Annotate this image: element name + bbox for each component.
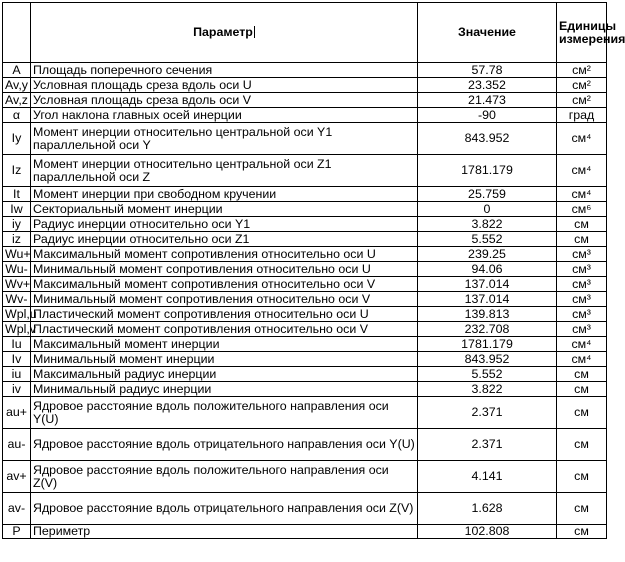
value-cell[interactable]: 94.06 — [418, 262, 557, 277]
text-cursor — [254, 26, 255, 38]
table-row — [3, 525, 607, 539]
unit-cell[interactable]: см⁴ — [557, 337, 607, 352]
table-row — [3, 232, 607, 247]
symbol-cell[interactable]: Iu — [3, 337, 31, 352]
symbol-cell[interactable]: Av,z — [3, 93, 31, 108]
parameter-cell[interactable]: Минимальный радиус инерции — [31, 382, 418, 397]
unit-cell[interactable]: см⁴ — [557, 187, 607, 202]
symbol-cell[interactable]: av- — [3, 493, 31, 525]
unit-cell[interactable]: см³ — [557, 322, 607, 337]
value-cell[interactable]: 25.759 — [418, 187, 557, 202]
unit-cell[interactable]: см⁶ — [557, 202, 607, 217]
unit-column-header[interactable]: Единицы измерения — [557, 3, 607, 63]
parameter-cell[interactable]: Пластический момент сопротивления относительно оси U — [31, 307, 418, 322]
table-row — [3, 292, 607, 307]
symbol-cell[interactable]: au- — [3, 429, 31, 461]
table-row — [3, 155, 607, 187]
symbol-cell[interactable]: iy — [3, 217, 31, 232]
parameter-cell[interactable]: Периметр — [31, 525, 418, 539]
value-cell[interactable]: 2.371 — [418, 429, 557, 461]
table-row — [3, 202, 607, 217]
symbol-cell[interactable]: Wv- — [3, 292, 31, 307]
unit-cell[interactable]: см² — [557, 63, 607, 78]
parameter-cell[interactable]: Максимальный момент сопротивления относительно оси U — [31, 247, 418, 262]
parameter-cell[interactable]: Минимальный момент сопротивления относительно оси V — [31, 292, 418, 307]
symbol-cell[interactable]: au+ — [3, 397, 31, 429]
unit-cell[interactable]: см — [557, 217, 607, 232]
symbol-cell[interactable]: Wu+ — [3, 247, 31, 262]
table-row — [3, 217, 607, 232]
value-cell[interactable]: 4.141 — [418, 461, 557, 493]
symbol-cell[interactable]: P — [3, 525, 31, 539]
unit-cell[interactable]: см² — [557, 93, 607, 108]
value-cell[interactable]: -90 — [418, 108, 557, 123]
symbol-cell[interactable]: iv — [3, 382, 31, 397]
symbol-cell[interactable]: iu — [3, 367, 31, 382]
value-cell[interactable]: 843.952 — [418, 123, 557, 155]
parameter-cell[interactable]: Ядровое расстояние вдоль отрицательного направления оси Y(U) — [31, 429, 418, 461]
parameter-cell[interactable]: Ядровое расстояние вдоль положительного направления оси Y(U) — [31, 397, 418, 429]
table-row — [3, 382, 607, 397]
value-cell[interactable]: 232.708 — [418, 322, 557, 337]
symbol-cell[interactable]: Wpl,u — [3, 307, 31, 322]
unit-cell[interactable]: см — [557, 429, 607, 461]
table-row — [3, 277, 607, 292]
unit-cell[interactable]: см⁴ — [557, 123, 607, 155]
parameter-cell[interactable]: Минимальный момент инерции — [31, 352, 418, 367]
value-cell[interactable]: 21.473 — [418, 93, 557, 108]
value-cell[interactable]: 843.952 — [418, 352, 557, 367]
value-cell[interactable]: 0 — [418, 202, 557, 217]
parameter-cell[interactable]: Ядровое расстояние вдоль отрицательного направления оси Z(V) — [31, 493, 418, 525]
symbol-cell[interactable]: iz — [3, 232, 31, 247]
value-cell[interactable]: 57.78 — [418, 63, 557, 78]
parameter-column-header[interactable] — [31, 3, 418, 63]
table-row — [3, 187, 607, 202]
unit-cell[interactable]: см — [557, 525, 607, 539]
value-cell[interactable]: 137.014 — [418, 292, 557, 307]
symbol-cell[interactable]: Wu- — [3, 262, 31, 277]
parameter-cell[interactable]: Минимальный момент сопротивления относительно оси U — [31, 262, 418, 277]
symbol-cell[interactable]: It — [3, 187, 31, 202]
unit-cell[interactable]: см³ — [557, 262, 607, 277]
table-row — [3, 352, 607, 367]
table-row — [3, 429, 607, 461]
parameter-cell[interactable]: Максимальный момент инерции — [31, 337, 418, 352]
unit-cell[interactable]: см — [557, 461, 607, 493]
table-row — [3, 93, 607, 108]
unit-cell[interactable]: см² — [557, 78, 607, 93]
table-row — [3, 397, 607, 429]
value-cell[interactable]: 2.371 — [418, 397, 557, 429]
value-cell[interactable]: 3.822 — [418, 217, 557, 232]
unit-cell[interactable]: см — [557, 382, 607, 397]
unit-cell[interactable]: см³ — [557, 277, 607, 292]
value-cell[interactable]: 1.628 — [418, 493, 557, 525]
table-row — [3, 493, 607, 525]
value-cell[interactable]: 3.822 — [418, 382, 557, 397]
unit-cell[interactable]: см — [557, 232, 607, 247]
table-row — [3, 78, 607, 93]
unit-cell[interactable]: см³ — [557, 292, 607, 307]
value-cell[interactable]: 139.813 — [418, 307, 557, 322]
parameter-cell[interactable]: Площадь поперечного сечения — [31, 63, 418, 78]
parameter-cell[interactable]: Секториальный момент инерции — [31, 202, 418, 217]
value-cell[interactable]: 1781.179 — [418, 337, 557, 352]
table-row — [3, 337, 607, 352]
unit-cell[interactable]: см — [557, 367, 607, 382]
parameter-cell[interactable]: Радиус инерции относительно оси Z1 — [31, 232, 418, 247]
table-header-row — [3, 3, 607, 63]
table-row — [3, 461, 607, 493]
parameter-cell[interactable]: Пластический момент сопротивления относительно оси V — [31, 322, 418, 337]
unit-cell[interactable]: град — [557, 108, 607, 123]
table-row — [3, 63, 607, 78]
value-cell[interactable]: 5.552 — [418, 232, 557, 247]
value-column-header[interactable]: Значение — [418, 3, 557, 63]
symbol-cell[interactable]: α — [3, 108, 31, 123]
unit-cell[interactable]: см⁴ — [557, 352, 607, 367]
table-row — [3, 367, 607, 382]
value-cell[interactable]: 137.014 — [418, 277, 557, 292]
parameter-cell[interactable]: Радиус инерции относительно оси Y1 — [31, 217, 418, 232]
table-row — [3, 123, 607, 155]
parameter-header-label: Параметр — [193, 25, 253, 39]
parameter-cell[interactable]: Максимальный радиус инерции — [31, 367, 418, 382]
symbol-cell[interactable]: A — [3, 63, 31, 78]
symbol-cell[interactable]: Iy — [3, 123, 31, 155]
unit-cell[interactable]: см³ — [557, 247, 607, 262]
symbol-cell[interactable]: av+ — [3, 461, 31, 493]
unit-cell[interactable]: см³ — [557, 307, 607, 322]
table-row — [3, 247, 607, 262]
unit-cell[interactable]: см — [557, 397, 607, 429]
properties-table — [2, 2, 625, 539]
value-cell[interactable]: 1781.179 — [418, 155, 557, 187]
parameter-cell[interactable]: Момент инерции относительно центральной оси Z1 параллельной оси Z — [31, 155, 418, 187]
parameter-cell[interactable]: Условная площадь среза вдоль оси U — [31, 78, 418, 93]
value-cell[interactable]: 5.552 — [418, 367, 557, 382]
parameter-cell[interactable]: Ядровое расстояние вдоль положительного направления оси Z(V) — [31, 461, 418, 493]
value-cell[interactable]: 23.352 — [418, 78, 557, 93]
table-row — [3, 108, 607, 123]
table-row — [3, 307, 607, 322]
value-cell[interactable]: 239.25 — [418, 247, 557, 262]
parameter-cell[interactable]: Максимальный момент сопротивления относительно оси V — [31, 277, 418, 292]
symbol-cell[interactable]: Iv — [3, 352, 31, 367]
value-cell[interactable]: 102.808 — [418, 525, 557, 539]
symbol-cell[interactable]: Av,y — [3, 78, 31, 93]
parameter-cell[interactable]: Условная площадь среза вдоль оси V — [31, 93, 418, 108]
symbol-cell[interactable]: Wpl,v — [3, 322, 31, 337]
symbol-cell[interactable]: Iz — [3, 155, 31, 187]
parameter-cell[interactable]: Угол наклона главных осей инерции — [31, 108, 418, 123]
unit-cell[interactable]: см⁴ — [557, 155, 607, 187]
unit-cell[interactable]: см — [557, 493, 607, 525]
table-row — [3, 322, 607, 337]
symbol-cell[interactable]: Iw — [3, 202, 31, 217]
symbol-column-header — [3, 3, 31, 63]
table-row — [3, 262, 607, 277]
symbol-cell[interactable]: Wv+ — [3, 277, 31, 292]
parameter-cell[interactable]: Момент инерции относительно центральной оси Y1 параллельной оси Y — [31, 123, 418, 155]
parameter-cell[interactable]: Момент инерции при свободном кручении — [31, 187, 418, 202]
